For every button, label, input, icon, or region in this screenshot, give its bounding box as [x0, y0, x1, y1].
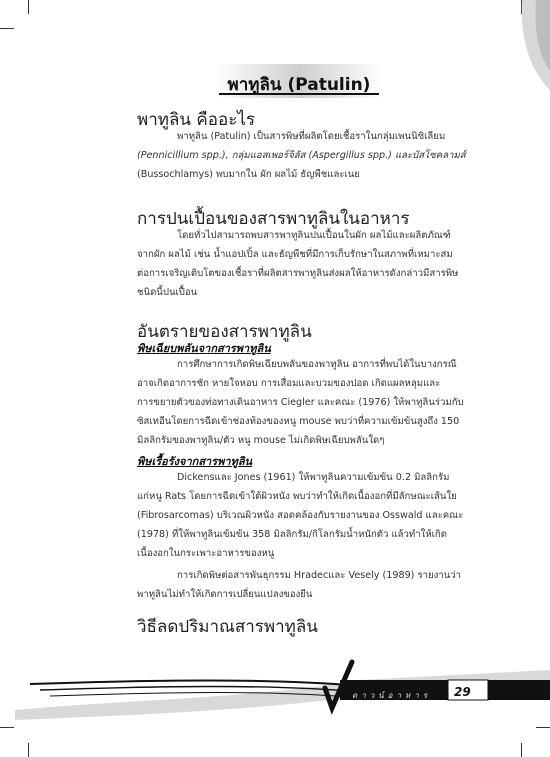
text-line: อาจเกิดอาการชัก หายใจหอบ การเสื่อมและบวมของปอด เกิดแผลหลุมและ — [137, 378, 441, 389]
text-line: พาทูลินไม่ทำให้เกิดการเปลี่ยนแปลงของยีน — [137, 589, 313, 600]
text-line: Dickensและ Jones (1961) ให้พาทูลินความเข้มข้น 0.2 มิลลิกรัม — [177, 472, 450, 483]
text-line: พาทูลิน (Patulin) เป็นสารพิษที่ผลิตโดยเชื้อราในกลุ่มเพนนิซิเลียม — [177, 131, 446, 142]
subheading-chronic-toxicity: พิษเรื้อรังจากสารพาทูลิน — [137, 455, 253, 468]
text-line: โดยทั่วไปสามารถพบสารพาทูลินปนเปื้อนในผัก ผลไม้และผลิตภัณฑ์ — [177, 230, 451, 241]
text-line: ต่อการเจริญเติบโตของเชื้อราที่ผลิตสารพาทูลินส่งผลให้อาหารดังกล่าวมีสารพิษ — [137, 268, 459, 279]
crop-mark-bottom-right-v — [521, 743, 522, 757]
page-number: 29 — [454, 685, 471, 699]
section-heading-reduction: วิธีลดปริมาณสารพาทูลิน — [137, 617, 318, 637]
crop-mark-bottom-left-v — [28, 743, 29, 757]
footer-text: ดาวน์อาหาร — [352, 691, 432, 700]
text-line: (Fibrosarcomas) บริเวณผิวหนัง สอดคล้องกับรายงานของ Osswald และคณะ — [137, 510, 464, 521]
text-line: แก่หนู Rats โดยการฉีดเข้าใต้ผิวหนัง พบว่าทำให้เกิดเนื้องอกที่มีลักษณะเส้นใย — [137, 491, 457, 502]
text-line: เนื้องอกในกระเพาะอาหารของหนู — [137, 548, 275, 559]
text-line: (1978) ที่ให้พาทูลินเข้มข้น 358 มิลลิกรัม/กิโลกรัมน้ำหนักตัว แล้วทำให้เกิด — [137, 529, 447, 540]
text-line: ซิสเทอีนโดยการฉีดเข้าช่องท้องของหนู mouse พบว่าที่ความเข้มข้นสูงถึง 150 — [137, 416, 460, 427]
section-heading-what-is: พาทูลิน คืออะไร — [137, 110, 256, 130]
page-title: พาทูลิน (Patulin) — [227, 75, 371, 95]
text-line: มิลลิกรัมของพาทูลิน/ตัว หนู mouse ไม่เกิดพิษเฉียบพลันใดๆ — [137, 435, 385, 446]
crop-mark-top-left-v — [28, 0, 29, 14]
text-line: (Pennicillium spp.), กลุ่มแอสเพอร์จิลัส (Aspergillus spp.) และบัสโซคลามส์ — [137, 150, 466, 161]
section-heading-danger: อันตรายของสารพาทูลิน — [137, 322, 312, 342]
text-line: การเกิดพิษต่อสารพันธุกรรม Hradecและ Vesely (1989) รายงานว่า — [177, 570, 462, 581]
corner-swoosh-decoration — [480, 0, 550, 90]
text-line: การขยายตัวของท่อทางเดินอาหาร Ciegler และคณะ (1976) ให้พาทูลินร่วมกับ — [137, 397, 464, 408]
crop-mark-top-left — [0, 28, 14, 29]
text-line: จากผัก ผลไม้ เช่น น้ำแอปเปิ้ล และธัญพืชที่มีการเก็บรักษาในสภาพที่เหมาะสม — [137, 249, 453, 260]
text-line: ชนิดนี้ปนเปื้อน — [137, 287, 198, 298]
section-heading-contamination: การปนเปื้อนของสารพาทูลินในอาหาร — [137, 209, 410, 229]
text-line: (Bussochlamys) พบมากใน ผัก ผลไม้ ธัญพืชและเนย — [137, 169, 360, 180]
text-line: การศึกษาการเกิดพิษเฉียบพลันของพาทูลิน อาการที่พบได้ในบางกรณี — [177, 359, 457, 370]
subheading-acute-toxicity: พิษเฉียบพลันจากสารพาทูลิน — [137, 342, 271, 355]
title-bar — [215, 64, 383, 98]
